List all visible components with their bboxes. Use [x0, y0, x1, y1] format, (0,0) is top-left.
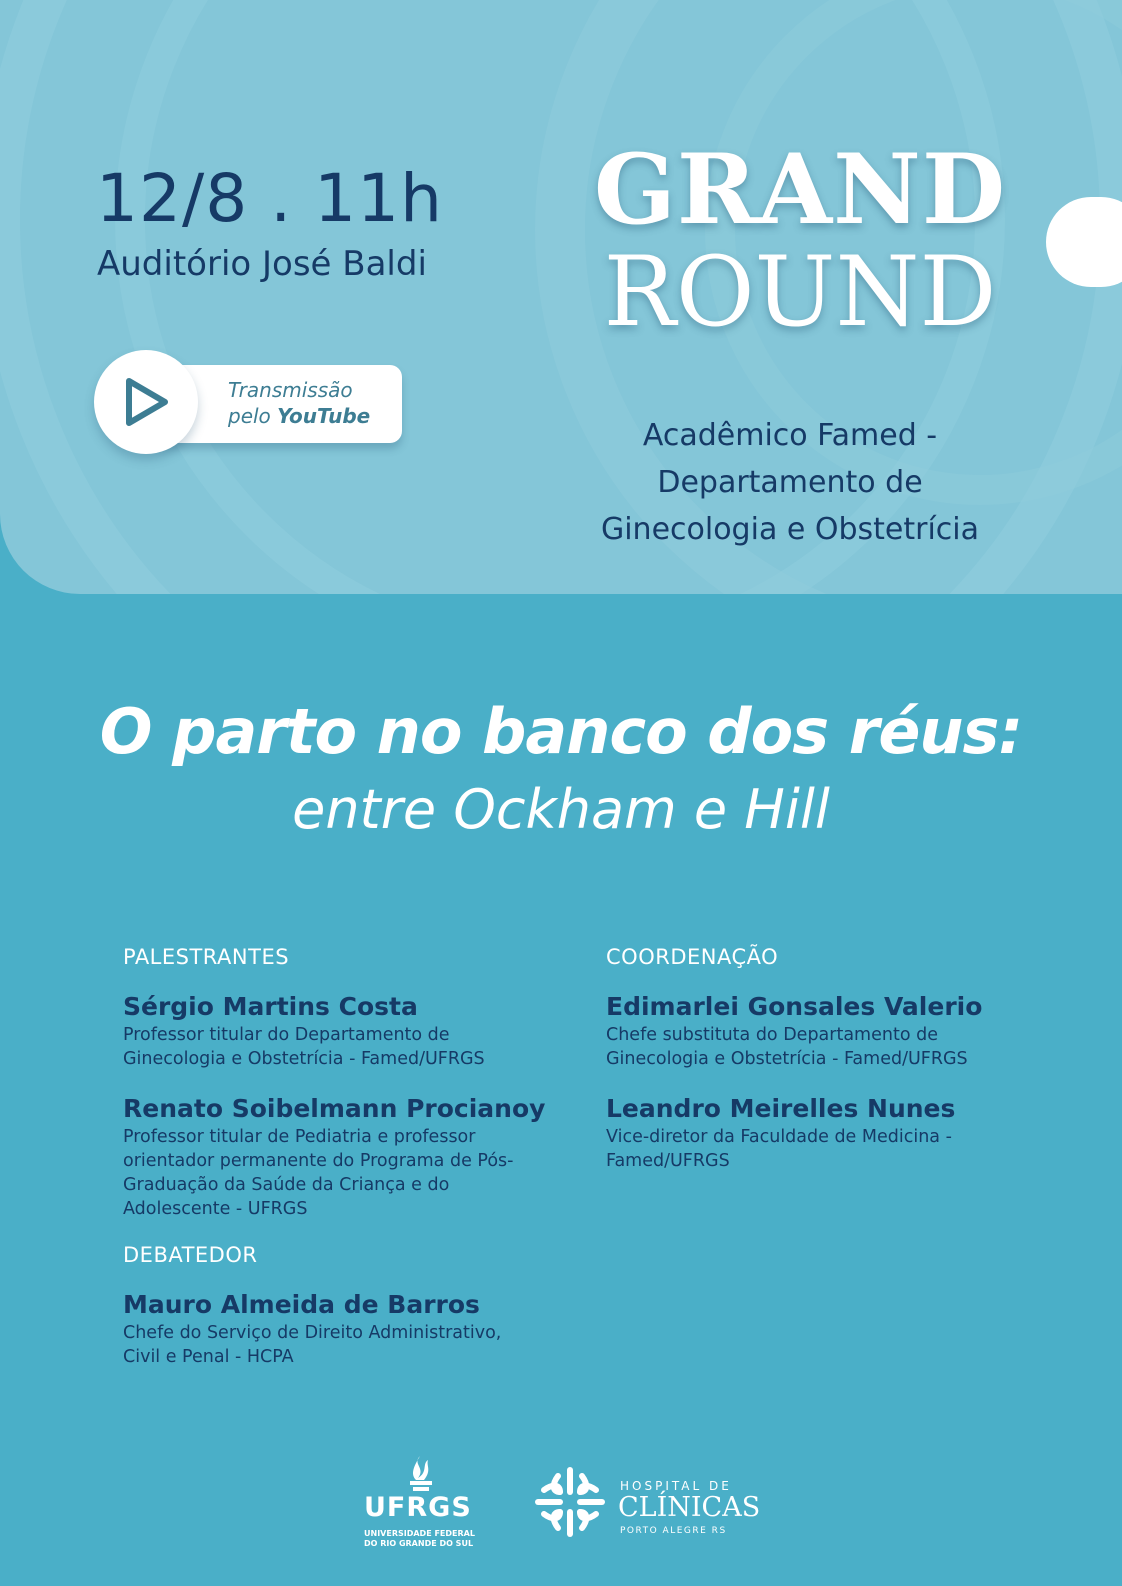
event-venue: Auditório José Baldi — [97, 244, 427, 284]
debater-item — [123, 1289, 543, 1369]
organizer-line1: Acadêmico Famed - — [642, 418, 938, 453]
right-column — [606, 945, 1026, 1195]
organizer-line3: Ginecologia e Obstetrícia — [600, 512, 980, 547]
coordinator-item — [606, 1093, 1026, 1173]
debater-role: Chefe do Serviço de Direito Administrativo, Civil e Penal - HCPA — [123, 1323, 502, 1367]
organizer — [570, 412, 1010, 553]
talk-subtitle: entre Ockham e Hill — [292, 778, 830, 841]
hcpa-cross-icon — [530, 1462, 610, 1542]
ufrgs-name: UFRGS — [364, 1492, 472, 1523]
stream-line2-brand: YouTube — [277, 404, 371, 428]
youtube-stream-label — [228, 377, 370, 429]
coordinator-item — [606, 991, 1026, 1071]
organizer-line2: Departamento de — [657, 465, 923, 500]
speaker-item — [123, 991, 543, 1071]
grand-round-title — [560, 133, 1040, 348]
hc-line1: HOSPITAL DE — [620, 1479, 732, 1493]
hospital-clinicas-logo — [530, 1462, 760, 1552]
play-icon — [121, 375, 171, 429]
speaker-name: Renato Soibelmann Procianoy — [123, 1094, 546, 1123]
event-date-time: 12/8 . 11h — [96, 160, 443, 237]
left-column — [123, 945, 546, 1391]
coordinator-name: Leandro Meirelles Nunes — [606, 1094, 956, 1123]
title-grand: GRAND — [593, 133, 1007, 246]
ufrgs-sub-line1: UNIVERSIDADE FEDERAL — [364, 1529, 475, 1538]
hc-line3: PORTO ALEGRE RS — [620, 1526, 727, 1536]
ufrgs-subtitle — [364, 1529, 475, 1549]
debater-heading: DEBATEDOR — [123, 1243, 258, 1267]
stream-line1: Transmissão — [228, 378, 353, 402]
title-round: ROUND — [603, 236, 997, 348]
play-button[interactable] — [94, 350, 198, 454]
debater-name: Mauro Almeida de Barros — [123, 1290, 480, 1319]
ufrgs-torch-icon — [360, 1452, 480, 1494]
speaker-name: Sérgio Martins Costa — [123, 992, 418, 1021]
hc-line2: CLÍNICAS — [618, 1492, 761, 1523]
coordination-heading: COORDENAÇÃO — [606, 945, 779, 969]
speaker-role: Professor titular de Pediatria e professor orientador permanente do Programa de Pós- Graduação da Saúde da Criança e do Adolescente - UFRGS — [123, 1127, 514, 1219]
speaker-item — [123, 1093, 546, 1221]
coordinator-role: Chefe substituta do Departamento de Ginecologia e Obstetrícia - Famed/UFRGS — [606, 1025, 968, 1069]
speakers-heading: PALESTRANTES — [123, 945, 290, 969]
ufrgs-sub-line2: DO RIO GRANDE DO SUL — [364, 1539, 474, 1548]
ufrgs-logo — [360, 1452, 480, 1562]
speaker-role: Professor titular do Departamento de Ginecologia e Obstetrícia - Famed/UFRGS — [123, 1025, 485, 1069]
footer-logos — [360, 1452, 760, 1562]
coordinator-name: Edimarlei Gonsales Valerio — [606, 992, 983, 1021]
stream-line2-prefix: pelo — [228, 404, 278, 428]
talk-title: O parto no banco dos réus: — [99, 695, 1023, 768]
coordinator-role: Vice-diretor da Faculdade de Medicina - Famed/UFRGS — [606, 1127, 952, 1171]
